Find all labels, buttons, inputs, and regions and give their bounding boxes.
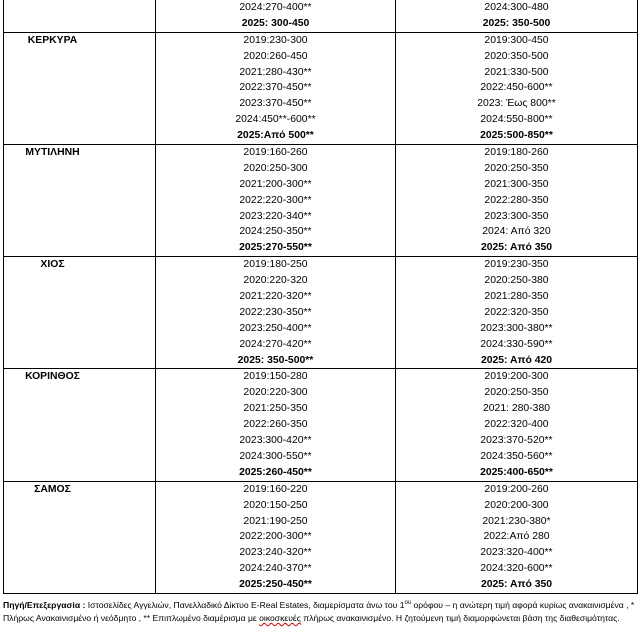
price-cell-col1: [156, 145, 396, 257]
price-entry: 2022:280-350: [484, 194, 549, 206]
price-entry: 2022:320-400: [484, 419, 549, 431]
misspelled-word: οικοσκευές: [259, 613, 301, 623]
price-entry-current: 2025: Από 420: [480, 354, 553, 366]
price-cell-col2: [396, 32, 638, 144]
table-row: [4, 32, 638, 144]
price-entry: 2022:200-300**: [239, 531, 312, 543]
price-entry-current: 2025:400-650**: [480, 466, 553, 478]
price-entry-current: 2025: 350-500: [482, 17, 551, 29]
price-cell-col1: [156, 257, 396, 369]
price-cell-col1: [156, 32, 396, 144]
price-entry: 2024:550-800**: [480, 114, 553, 126]
price-entry: 2024:270-420**: [239, 338, 312, 350]
price-entry: 2021:190-250: [243, 515, 308, 527]
price-entry: 2023:370-520**: [480, 435, 553, 447]
price-entry: 2023:220-340**: [239, 210, 312, 222]
price-entry: 2019:230-300: [243, 34, 308, 46]
price-entry: 2021:280-350: [484, 291, 549, 303]
price-entry: 2020:350-500: [484, 50, 549, 62]
table-row: [4, 257, 638, 369]
table-row: [4, 145, 638, 257]
city-name: ΚΕΡΚΥΡΑ: [4, 32, 156, 144]
source-text-b: ορόφου – η ανώτερη τιμή αφορά κυρίως ανακαινισμένα , * Πλήρως Ανακαινισμένο ή νεόδμητο , ** Επιπλωμένο διαμέρισμα με: [3, 600, 635, 623]
price-entry: 2021:200-300**: [239, 178, 312, 190]
price-entry: 2021:250-350: [243, 403, 308, 415]
source-text-c: πλήρως ανακαινισμένο. Η ζητούμενη τιμή διαμορφώνεται βάση της διαθεσιμότητας.: [300, 613, 620, 623]
table-row: [4, 369, 638, 481]
price-entry: 2019:150-280: [243, 371, 308, 383]
price-entry: 2022:450-600**: [480, 82, 553, 94]
price-entry: 2020:250-300: [243, 162, 308, 174]
price-entry: 2019:160-220: [243, 483, 308, 495]
source-text-a: Ιστοσελίδες Αγγελιών, Πανελλαδικό Δίκτυο E-Real Estates, διαμερίσματα άνω του 1: [85, 600, 405, 610]
price-entry-current: 2025: 350-500**: [237, 354, 314, 366]
price-entry: 2024:350-560**: [480, 450, 553, 462]
price-entry: 2020:250-350: [484, 162, 549, 174]
table-row-partial: [4, 0, 638, 32]
price-entry: 2023:250-400**: [239, 322, 312, 334]
price-entry-current: 2025:260-450**: [239, 466, 312, 478]
price-entry: 2024:270-400**: [239, 2, 312, 13]
price-entry: 2019:180-250: [243, 259, 308, 271]
price-entry: 2023:300-350: [484, 210, 549, 222]
price-entry: 2024:300-550**: [239, 450, 312, 462]
source-superscript: ου: [404, 600, 412, 607]
table-row: [4, 481, 638, 593]
price-cell-col2: [396, 369, 638, 481]
price-entry-current: 2025: Από 350: [480, 242, 553, 254]
price-entry: 2021:330-500: [484, 66, 549, 78]
city-name: ΧΙΟΣ: [4, 257, 156, 369]
price-entry-current: 2025: 300-450: [241, 17, 310, 29]
price-entry: 2023: Έως 800**: [477, 98, 556, 110]
source-label: Πηγή/Επεξεργασία :: [3, 600, 86, 610]
price-cell-col1: [156, 481, 396, 593]
price-entry: 2024:320-600**: [480, 563, 553, 575]
price-entry: 2023:240-320**: [239, 547, 312, 559]
price-entry: 2024:240-370**: [239, 563, 312, 575]
price-entry-current: 2025:270-550**: [239, 242, 312, 254]
source-note: [3, 599, 637, 625]
price-entry: 2020:250-380: [484, 275, 549, 287]
city-name: ΣΑΜΟΣ: [4, 481, 156, 593]
price-entry: 2023:370-450**: [239, 98, 312, 110]
price-entry-current: 2025: Από 350: [480, 579, 553, 591]
price-cell-col1: [156, 0, 396, 32]
price-entry: 2019:200-300: [484, 371, 549, 383]
price-entry: 2023:300-380**: [480, 322, 553, 334]
price-cell-col2: [396, 257, 638, 369]
price-entry: 2021:230-380*: [482, 515, 551, 527]
price-cell-col1: [156, 369, 396, 481]
price-entry: 2019:300-450: [484, 34, 549, 46]
price-entry: 2020:220-300: [243, 387, 308, 399]
city-name: ΚΟΡΙΝΘΟΣ: [4, 369, 156, 481]
price-cell-col2: [396, 481, 638, 593]
price-entry: 2022:370-450**: [239, 82, 312, 94]
price-entry: 2024:300-480: [484, 2, 549, 13]
price-entry: 2021: 280-380: [482, 403, 551, 415]
city-cell-empty: [4, 0, 156, 32]
price-entry: 2020:200-300: [484, 499, 549, 511]
price-entry: 2021:220-320**: [239, 291, 312, 303]
price-entry: 2023:300-420**: [239, 435, 312, 447]
price-entry: 2021:300-350: [484, 178, 549, 190]
price-entry: 2020:150-250: [243, 499, 308, 511]
price-entry-current: 2025:500-850**: [480, 130, 553, 142]
price-entry: 2022:320-350: [484, 306, 549, 318]
price-entry: 2024:450**-600**: [235, 114, 316, 126]
price-entry: 2022:260-350: [243, 419, 308, 431]
price-entry: 2022:220-300**: [239, 194, 312, 206]
price-entry: 2019:200-260: [484, 483, 549, 495]
price-entry-current: 2025:250-450**: [239, 579, 312, 591]
price-entry: 2020:250-350: [484, 387, 549, 399]
price-entry: 2019:230-350: [484, 259, 549, 271]
price-entry: 2024:250-350**: [239, 226, 312, 238]
price-entry: 2023:320-400**: [480, 547, 553, 559]
price-entry: 2022:230-350**: [239, 306, 312, 318]
price-entry-current: 2025:Από 500**: [237, 130, 314, 142]
price-entry: 2024:330-590**: [480, 338, 553, 350]
price-entry: 2022:Από 280: [483, 531, 550, 543]
price-entry: 2019:160-260: [243, 147, 308, 159]
price-table: [3, 0, 638, 594]
price-entry: 2021:280-430**: [239, 66, 312, 78]
city-name: ΜΥΤΙΛΗΝΗ: [4, 145, 156, 257]
price-entry: 2019:180-260: [484, 147, 549, 159]
price-entry: 2020:260-450: [243, 50, 308, 62]
price-cell-col2: [396, 145, 638, 257]
price-entry: 2024: Από 320: [482, 226, 551, 238]
price-entry: 2020:220-320: [243, 275, 308, 287]
price-cell-col2: [396, 0, 638, 32]
